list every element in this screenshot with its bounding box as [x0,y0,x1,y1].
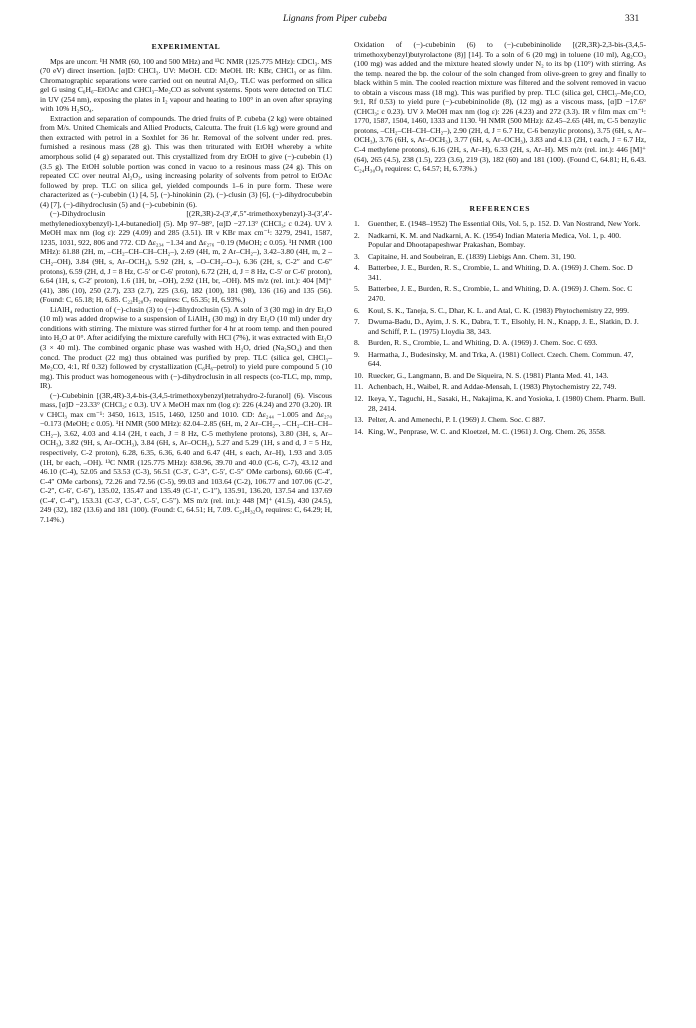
reference-text: Burden, R. S., Crombie, L. and Whiting, D. A. (1969) J. Chem. Soc. C 693. [368,338,598,348]
reference-number: 5. [354,284,360,294]
reference-text: Ikeya, Y., Taguchi, H., Sasaki, H., Nakajima, K. and Yosioka, I. (1980) Chem. Pharm. Bull. 28, 2414. [368,393,646,413]
reference-text: Achenbach, H., Waibel, R. and Addae-Mensah, I. (1983) Phytochemistry 22, 749. [368,382,617,392]
reference-item [354,427,646,437]
reference-item [354,338,646,348]
reference-number: 1. [354,219,360,229]
reference-item [354,306,646,316]
reference-item [354,284,646,303]
reference-number: 12. [354,393,364,403]
reference-number: 8. [354,338,360,348]
left-column [40,40,332,524]
reference-number: 11. [354,382,364,392]
reference-number: 4. [354,263,360,273]
reference-item [354,371,646,381]
reference-number: 3. [354,251,360,261]
reference-number: 14. [354,426,364,436]
running-title: Lignans from Piper cubeba [283,14,387,24]
page-header [0,10,696,26]
paragraph-general-methods: Mps are uncorr. ¹H NMR (60, 100 and 500 MHz) and ¹³C NMR (125.775 MHz): CDCl₃. MS (70 eV) direct insertion. [α]D: CHCl₃. UV: MeOH. CD: MeOH. IR: KBr, CHCl₃ or as film. Chromatographic separations were carried out on neutral Al₂O₃. TLC was performed on silica gel G using C₆H₆–EtOAc and CHCl₃–Me₂CO as solvent systems. Spots were detected on TLC in UV (254 nm), exposing the plates in I₂ vapour and heating to 100° in an oven after spraying with 10% H₂SO₄. [40,56,332,114]
paragraph-oxidation: Oxidation of (−)-cubebinin (6) to (−)-cubebininolide [(2R,3R)-2,3-bis-(3,4,5-trimethoxybenzyl)butyrolactone (8)] [14]. To a soln of 6 (20 mg) in toluene (10 ml), Ag₂CO₃ (100 mg) was added and the mixture heated slowly under N₂ to its bp (110°) with stirring. As the temp. neared the bp. the colour of the soln changed from olive-green to grey and finally to black within 5 min. The cooled reaction mixture was filtered and the solvent removed in vacuo to obtain a viscous mass (18 mg). This was purified by prep. TLC (silica gel, CHCl₃–Me₂CO, 9:1, Rf 0.53) to yield pure (−)-cubebininolide (8), (12 mg) as a viscous mass, [α]D −17.6° (CHCl₃; c 0.23). UV λ MeOH max nm (log ε): 226 (4.23) and 272 (3.3). IR ν film max cm⁻¹: 1770, 1587, 1504, 1460, 1333 and 1130. ¹H NMR (500 MHz): δ2.45–2.65 (4H, m, C-5 benzylic protons, –CH₂–CH–CH–CH₂–), 2.90 (2H, d, J = 6.7 Hz, C-6 benzylic protons), 3.75 (6H, s, Ar–OCH₃), 3.76 (6H, s, Ar–OCH₃), 3.77 (6H, s, Ar–OCH₃), 3.83 and 4.13 (2H, t each, J = 6.7 Hz, C-4 methylene protons), 6.16 (2H, s, Ar–H), 6.33 (2H, s, Ar–H). MS m/z (rel. int.): 446 [M]⁺ (64), 265 (4.5), 238 (1.5), 223 (3.6), 219 (3), 182 (60) and 181 (100). (Found C, 64.81; H, 6.43. C₂₄H₃₀O₈ requires: C, 64.57; H, 6.73%.) [354,40,646,174]
section-heading-experimental: EXPERIMENTAL [151,42,221,51]
reference-item [354,415,646,425]
reference-text: Dwuma-Badu, D., Ayim, J. S. K., Dabra, T. T., Elsohly, H. N., Knapp, J. E., Slatkin, D. J. and Schiff, P. L. (1975) Lloydia 38, 343. [368,317,639,336]
page-number: 331 [625,14,640,24]
reference-item [354,252,646,262]
reference-item [354,231,646,250]
reference-text: Koul, S. K., Taneja, S. C., Dhar, K. L. and Atal, C. K. (1983) Phytochemistry 22, 999. [368,305,629,315]
reference-text: Guenther, E. (1948–1952) The Essential Oils, Vol. 5, p. 152. D. Van Nostrand, New York. [368,219,641,229]
reference-item [354,219,646,229]
section-heading-references: REFERENCES [469,203,531,213]
reference-item [354,350,646,369]
paragraph-extraction: Extraction and separation of compounds. The dried fruits of P. cubeba (2 kg) were obtained from M/s. United Chemicals and Allied Products, Calcutta. The fruit (1.6 kg) were ground and then extracted with petrol in a Soxhlet for 36 hr. Removal of the solvent under red. pres. furnished a resinous mass (28 g). This was then triturated with EtOH whereby a white amorphous solid (4 g) separated out. This crystallized from dry EtOH to give (−)-cubebin (1) (3.5 g). The EtOH soluble portion was concd in vacuo to a resinous mass (24 g). This on repeated CC over neutral Al₂O₃, using increasing polarity of solvents from petrol to EtOAc followed by prep. TLC on silica gel, yielded compounds 1–6 in pure form. These were characterized as (−)-cubebin (1) [4, 5], (−)-hinokinin (2), (−)-clusin (3) [6], (−)-dihydrocubebin (4) [7], (−)-dihydroclusin (5) and (−)-cubebinin (6). [40,113,332,209]
reference-item [354,394,646,413]
reference-list [354,219,646,436]
reference-text: Ruecker, G., Langmann, B. and De Siqueira, N. S. (1981) Planta Med. 41, 143. [368,370,609,380]
reference-text: King, W., Penprase, W. C. and Kloetzel, M. C. (1961) J. Org. Chem. 26, 3558. [368,426,606,436]
reference-number: 2. [354,230,360,240]
paragraph-lialh4-reduction: LiAlH₄ reduction of (−)-clusin (3) to (−)-dihydroclusin (5). A soln of 3 (30 mg) in dry Et₂O (10 ml) was added dropwise to a suspension of LiAlH₄ (30 mg) in dry Et₂O (10 ml) under dry conditions with stirring. The mixture was stirred further for 4 hr at room temp. and then poured into H₂O at 0°. After acidifying the mixture carefully with HCl (7%), it was extracted with Et₂O (3 × 40 ml). The combined organic phase was washed with H₂O, dried (Na₂SO₄) and then concd. The product (22 mg) thus obtained was purified by prep. TLC (silica gel, CHCl₃–Me₂CO, 4:1, Rf 0.32) followed by crystallization (C₆H₆–petrol) to yield pure compound 5 (10 mg). This product was homogeneous with (−)-dihydroclusin in all respects (co-TLC, mp, mmp, IR). [40,304,332,391]
reference-number: 6. [354,305,360,315]
paragraph-cubebinin: (−)-Cubebinin [(3R,4R)-3,4-bis-(3,4,5-trimethoxybenzyl)tetrahydro-2-furanol] (6). Viscous mass, [α]D −23.33° (CHCl₃; c 0.3). UV λ MeOH max nm (log ε): 226 (4.24) and 270 (3.20). IR ν CHCl₃ max cm⁻¹: 3450, 1613, 1515, 1460, 1250 and 1010. CD: Δε₂₄₄ −1.005 and Δε₂₇₀ −0.173 (MeOH; c 0.05). ¹H NMR (500 MHz): δ2.04–2.85 (6H, m, 2 Ar–CH₂–, –CH₂–CH–CH–CH₂–), 3.62, 4.03 and 4.14 (2H, t each, J = 8 Hz, C-5 methylene protons), 3.80 (3H, s, Ar–OCH₃), 3.82 (9H, s, Ar–OCH₃), 3.84 (6H, s, Ar–OCH₃), 5.27 and 5.29 (1H, s and d, J = 5 Hz, respectively, C-2 proton), 6.28, 6.35, 6.36, 6.40 and 6.47 (4H, s each, Ar–H), 1.93 and 3.05 (1H, br each, –OH). ¹³C NMR (125.775 MHz): δ38.96, 39.70 and 40.0 (C-6, C-7), 43.12 and 46.10 (C-4), 52.05 and 53.53 (C-3), 56.51 (C-3′, C-3″, C-5′, C-5″ OMe carbons), 60.66 (C-4′, C-4″ OMe carbons), 72.26 and 72.56 (C-5), 99.03 and 103.64 (C-2), 106.77 and 107.06 (C-2′, C-2″, C-6′, C-6″), 135.02, 135.47 and 135.49 (C-1′, C-1″), 135.91, 136.20, 137.54 and 137.69 (C-4′, C-4″), 153.31 (C-3′, C-3″, C-5′, C-5″). MS m/z (rel. int.): 448 [M]⁺ (41.5), 430 (24.5), 249 (32), 182 (13.6) and 181 (100). (Found: C, 64.51; H, 7.09. C₂₄H₃₂O₈ requires: C, 64.29; H, 7.14%.) [40,390,332,524]
reference-number: 13. [354,415,364,425]
reference-text: Batterbee, J. E., Burden, R. S., Crombie, L. and Whiting, D. A. (1969) J. Chem. Soc. D 341. [368,263,633,282]
reference-item [354,263,646,282]
reference-text: Nadkarni, K. M. and Nadkarni, A. K. (1954) Indian Materia Medica, Vol. 1, p. 400. Popular and Dhootapapeshwar Prakashan, Bombay. [368,230,622,250]
reference-text: Batterbee, J. E., Burden, R. S., Crombie, L. and Whiting, D. A. (1969) J. Chem. Soc. C 2470. [368,284,633,304]
paragraph-dihydroclusin: (−)-Dihydroclusin [(2R,3R)-2-(3′,4′,5″-trimethoxybenzyl)-3-(3′,4′-methylenedioxybenzyl)-1,4-butanediol] (5). Mp 97–98°, [α]D −27.13° (CHCl₃; c 0.24). UV λ MeOH max nm (log ε): 229 (4.09) and 285 (3.51). IR ν KBr max cm⁻¹: 3279, 2941, 1587, 1235, 1031, 922, 806 and 772. CD Δε₂₃₄ −1.34 and Δε₂₇₆ −0.19 (MeOH; c 0.05). ¹H NMR (100 MHz): δ1.88 (2H, m, –CH₂–CH–CH–CH₂–), 2.69 (4H, m, 2 Ar–CH₂–), 3.42–3.80 (4H, m, 2 –CH₂–OH), 3.84 (9H, s, Ar–OCH₃), 5.92 (2H, s, –O–CH₂–O–), 6.36 (2H, s, C-2″ and C-6″ protons), 6.59 (2H, d, J = 8 Hz, C-5′ or C-6′ proton), 6.72 (2H, d, J = 8 Hz, C-5′ or C-6′ proton), 6.64 (1H, s, C-2′ proton), 1.6 (1H, br, –OH), 2.92 (1H, br, –OH). MS m/z (rel. int.): 404 [M]⁺ (41), 386 (10), 250 (2.7), 233 (2.7), 225 (3.6), 182 (100), 181 (98), 136 (16) and 135 (56). (Found: C, 65.18; H, 6.85. C₂₂H₂₈O₇ requires: C, 65.35; H, 6.93%.) [40,209,332,305]
reference-text: Pelter, A. and Amenechi, P. I. (1969) J. Chem. Soc. C 887. [368,415,546,425]
reference-item [354,382,646,392]
reference-text: Capitaine, H. and Soubeiran, E. (1839) Liebigs Ann. Chem. 31, 190. [368,251,576,261]
reference-number: 10. [354,370,364,380]
reference-text: Harmatha, J., Budesinsky, M. and Trka, A. (1981) Collect. Czech. Chem. Commun. 47, 644. [368,349,634,369]
reference-number: 7. [354,317,360,327]
reference-item [354,317,646,336]
reference-number: 9. [354,349,360,359]
right-column [354,40,646,438]
